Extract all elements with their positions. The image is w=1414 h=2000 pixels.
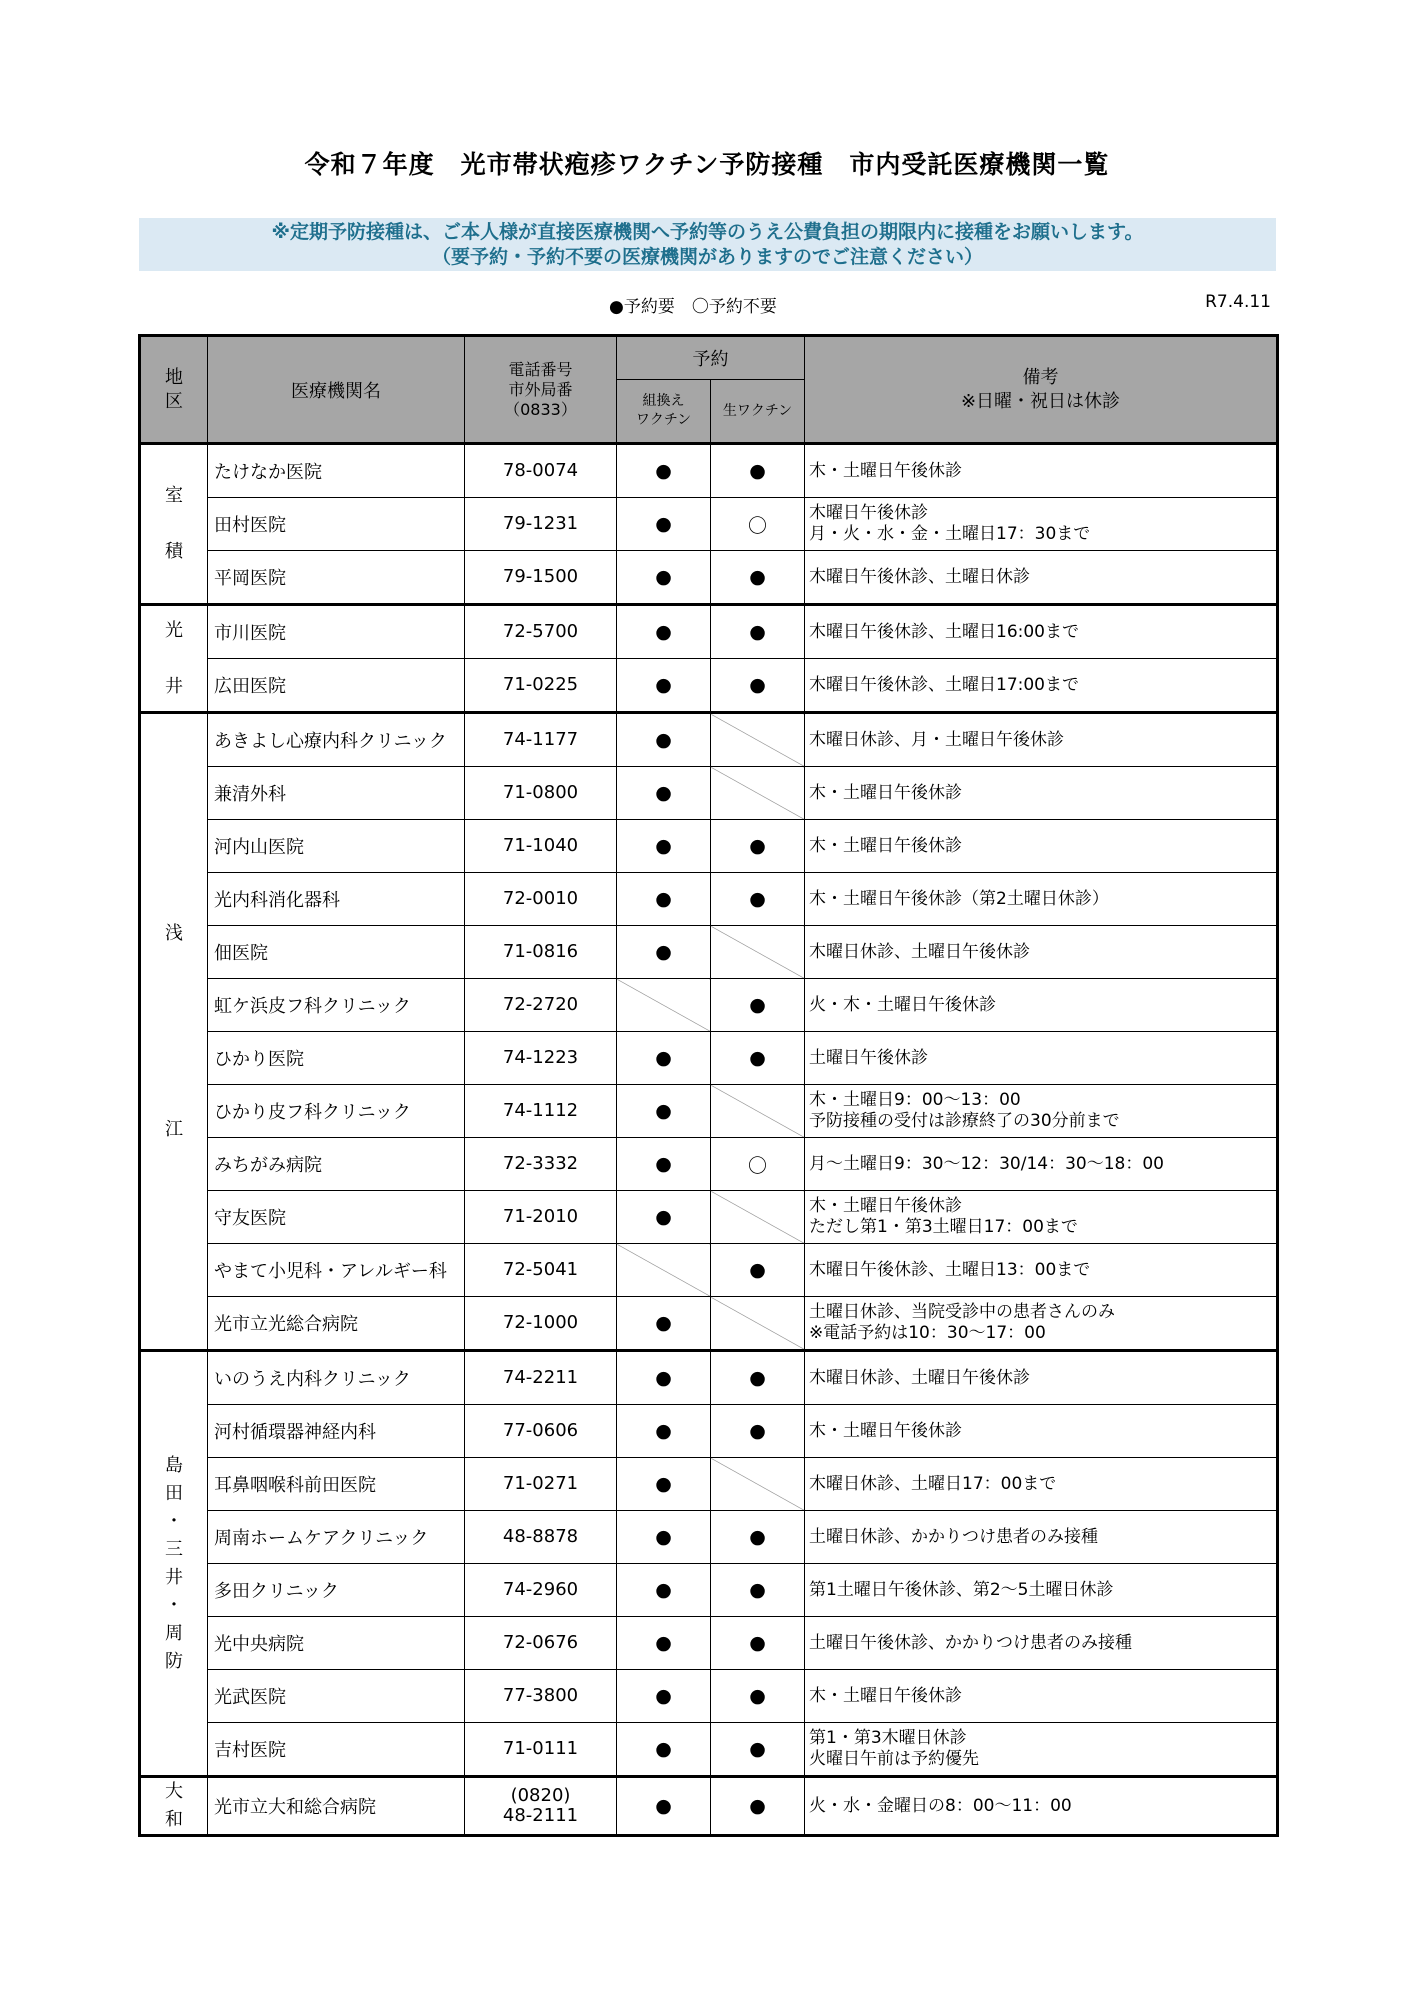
table-row <box>140 1670 1278 1723</box>
phone-number: 79-1500 <box>465 551 617 605</box>
remarks: 第1・第3木曜日休診 火曜日午前は予約優先 <box>805 1723 1278 1777</box>
remarks: 土曜日午後休診、かかりつけ患者のみ接種 <box>805 1617 1278 1670</box>
header-name: 医療機関名 <box>208 336 465 444</box>
remarks: 木・土曜日午後休診 <box>805 1670 1278 1723</box>
revision-date: R7.4.11 <box>1205 292 1271 312</box>
table-row <box>140 820 1278 873</box>
phone-number: 72-0676 <box>465 1617 617 1670</box>
clinic-name: いのうえ内科クリニック <box>208 1351 465 1405</box>
live-vaccine-mark: ● <box>711 979 805 1032</box>
table-row <box>140 1191 1278 1244</box>
clinic-name: 光内科消化器科 <box>208 873 465 926</box>
recombinant-vaccine-mark: ● <box>617 1351 711 1405</box>
live-vaccine-mark: ● <box>711 444 805 498</box>
table-row <box>140 1244 1278 1297</box>
remarks: 木曜日休診、土曜日午後休診 <box>805 926 1278 979</box>
table-row <box>140 1617 1278 1670</box>
clinic-name: 周南ホームケアクリニック <box>208 1511 465 1564</box>
header-recombinant: 組換え ワクチン <box>617 380 711 444</box>
remarks: 第1土曜日午後休診、第2～5土曜日休診 <box>805 1564 1278 1617</box>
remarks: 土曜日休診、当院受診中の患者さんのみ ※電話予約は10：30～17：00 <box>805 1297 1278 1351</box>
recombinant-vaccine-mark: ● <box>617 444 711 498</box>
header-area: 地区 <box>140 336 208 444</box>
clinic-name: 兼清外科 <box>208 767 465 820</box>
clinic-name: あきよし心療内科クリニック <box>208 713 465 767</box>
recombinant-vaccine-mark: ● <box>617 713 711 767</box>
table-row <box>140 1564 1278 1617</box>
clinic-name: やまて小児科・アレルギー科 <box>208 1244 465 1297</box>
table-row <box>140 1138 1278 1191</box>
recombinant-vaccine-mark: ● <box>617 873 711 926</box>
live-vaccine-mark: ● <box>711 820 805 873</box>
remarks: 木曜日休診、土曜日17：00まで <box>805 1458 1278 1511</box>
recombinant-vaccine-mark <box>617 1244 711 1297</box>
live-vaccine-mark: ● <box>711 1670 805 1723</box>
clinic-name: 光市立大和総合病院 <box>208 1777 465 1836</box>
table-row <box>140 1351 1278 1405</box>
recombinant-vaccine-mark <box>617 979 711 1032</box>
table-row <box>140 979 1278 1032</box>
phone-number: 71-0271 <box>465 1458 617 1511</box>
remarks: 木曜日休診、月・土曜日午後休診 <box>805 713 1278 767</box>
live-vaccine-mark: ● <box>711 1405 805 1458</box>
clinic-name: ひかり皮フ科クリニック <box>208 1085 465 1138</box>
phone-number: 71-0800 <box>465 767 617 820</box>
clinic-name: 吉村医院 <box>208 1723 465 1777</box>
remarks: 月～土曜日9：30～12：30/14：30～18：00 <box>805 1138 1278 1191</box>
clinic-name: 河村循環器神経内科 <box>208 1405 465 1458</box>
clinic-name: 光中央病院 <box>208 1617 465 1670</box>
phone-number: 77-0606 <box>465 1405 617 1458</box>
clinic-name: 光武医院 <box>208 1670 465 1723</box>
phone-number: 72-0010 <box>465 873 617 926</box>
remarks: 火・木・土曜日午後休診 <box>805 979 1278 1032</box>
table-row <box>140 659 1278 713</box>
table-row <box>140 1511 1278 1564</box>
live-vaccine-mark: ● <box>711 551 805 605</box>
clinic-name: 虹ケ浜皮フ科クリニック <box>208 979 465 1032</box>
page-title: 令和７年度 光市帯状疱疹ワクチン予防接種 市内受託医療機関一覧 <box>304 150 1110 179</box>
clinic-name: 市川医院 <box>208 605 465 659</box>
table-row <box>140 551 1278 605</box>
table-row <box>140 1405 1278 1458</box>
recombinant-vaccine-mark: ● <box>617 1085 711 1138</box>
table-row <box>140 767 1278 820</box>
recombinant-vaccine-mark: ● <box>617 1617 711 1670</box>
live-vaccine-mark: 〇 <box>711 498 805 551</box>
remarks: 木曜日休診、土曜日午後休診 <box>805 1351 1278 1405</box>
clinic-name: 耳鼻咽喉科前田医院 <box>208 1458 465 1511</box>
area-cell: 島 田 ・ 三 井 ・ 周 防 <box>140 1351 208 1777</box>
live-vaccine-mark: ● <box>711 1511 805 1564</box>
header-reservation: 予約 <box>617 336 805 380</box>
live-vaccine-mark: ● <box>711 1244 805 1297</box>
table-row <box>140 1032 1278 1085</box>
clinic-name: ひかり医院 <box>208 1032 465 1085</box>
phone-number: 74-1112 <box>465 1085 617 1138</box>
phone-number: 78-0074 <box>465 444 617 498</box>
recombinant-vaccine-mark: ● <box>617 926 711 979</box>
notice-banner <box>139 218 1276 271</box>
phone-number: 74-1177 <box>465 713 617 767</box>
area-cell: 光 井 <box>140 605 208 713</box>
phone-number: 72-5700 <box>465 605 617 659</box>
remarks: 木曜日午後休診 月・火・水・金・土曜日17：30まで <box>805 498 1278 551</box>
table-body <box>140 444 1278 1836</box>
phone-number: 71-0816 <box>465 926 617 979</box>
clinic-name: 佃医院 <box>208 926 465 979</box>
area-cell: 大 和 <box>140 1777 208 1836</box>
clinic-name: 田村医院 <box>208 498 465 551</box>
live-vaccine-mark <box>711 713 805 767</box>
recombinant-vaccine-mark: ● <box>617 820 711 873</box>
remarks: 木曜日午後休診、土曜日13：00まで <box>805 1244 1278 1297</box>
live-vaccine-mark: ● <box>711 605 805 659</box>
clinic-name: 河内山医院 <box>208 820 465 873</box>
clinic-name: 守友医院 <box>208 1191 465 1244</box>
live-vaccine-mark: 〇 <box>711 1138 805 1191</box>
clinic-name: 平岡医院 <box>208 551 465 605</box>
table-row <box>140 1085 1278 1138</box>
table-row <box>140 713 1278 767</box>
phone-number: 72-3332 <box>465 1138 617 1191</box>
phone-number: 72-5041 <box>465 1244 617 1297</box>
live-vaccine-mark <box>711 1458 805 1511</box>
remarks: 土曜日休診、かかりつけ患者のみ接種 <box>805 1511 1278 1564</box>
live-vaccine-mark: ● <box>711 1564 805 1617</box>
table-row <box>140 498 1278 551</box>
phone-number: 71-2010 <box>465 1191 617 1244</box>
remarks: 木・土曜日午後休診 <box>805 1405 1278 1458</box>
clinic-name: 広田医院 <box>208 659 465 713</box>
remarks: 木曜日午後休診、土曜日16:00まで <box>805 605 1278 659</box>
recombinant-vaccine-mark: ● <box>617 1405 711 1458</box>
recombinant-vaccine-mark: ● <box>617 1032 711 1085</box>
table-row <box>140 873 1278 926</box>
recombinant-vaccine-mark: ● <box>617 659 711 713</box>
phone-number: 74-1223 <box>465 1032 617 1085</box>
table-row <box>140 1458 1278 1511</box>
phone-number: 72-1000 <box>465 1297 617 1351</box>
clinic-table <box>138 334 1279 1837</box>
phone-number: 74-2960 <box>465 1564 617 1617</box>
live-vaccine-mark <box>711 767 805 820</box>
live-vaccine-mark <box>711 1191 805 1244</box>
recombinant-vaccine-mark: ● <box>617 605 711 659</box>
phone-number: 77-3800 <box>465 1670 617 1723</box>
header-note: 備考 ※日曜・祝日は休診 <box>805 336 1278 444</box>
area-cell: 室 積 <box>140 444 208 605</box>
table-row <box>140 605 1278 659</box>
remarks: 木・土曜日午後休診（第2土曜日休診） <box>805 873 1278 926</box>
notice-line-2: （要予約・予約不要の医療機関がありますのでご注意ください） <box>431 246 983 268</box>
table-row <box>140 444 1278 498</box>
live-vaccine-mark: ● <box>711 659 805 713</box>
recombinant-vaccine-mark: ● <box>617 1297 711 1351</box>
live-vaccine-mark: ● <box>711 1617 805 1670</box>
recombinant-vaccine-mark: ● <box>617 551 711 605</box>
phone-number: 71-0225 <box>465 659 617 713</box>
live-vaccine-mark: ● <box>711 873 805 926</box>
area-cell: 浅 江 <box>140 713 208 1351</box>
phone-number: (0820) 48-2111 <box>465 1777 617 1836</box>
recombinant-vaccine-mark: ● <box>617 1723 711 1777</box>
live-vaccine-mark <box>711 1085 805 1138</box>
recombinant-vaccine-mark: ● <box>617 1777 711 1836</box>
phone-number: 72-2720 <box>465 979 617 1032</box>
table-row <box>140 1777 1278 1836</box>
remarks: 木・土曜日午後休診 ただし第1・第3土曜日17：00まで <box>805 1191 1278 1244</box>
phone-number: 48-8878 <box>465 1511 617 1564</box>
notice-line-1: ※定期予防接種は、ご本人様が直接医療機関へ予約等のうえ公費負担の期限内に接種をお願いします。 <box>271 221 1144 243</box>
remarks: 火・水・金曜日の8：00～11：00 <box>805 1777 1278 1836</box>
legend: ●予約要 〇予約不要 <box>609 297 777 317</box>
clinic-name: 光市立光総合病院 <box>208 1297 465 1351</box>
clinic-name: たけなか医院 <box>208 444 465 498</box>
header-tel: 電話番号 市外局番 （0833） <box>465 336 617 444</box>
table-row <box>140 1723 1278 1777</box>
recombinant-vaccine-mark: ● <box>617 1138 711 1191</box>
remarks: 木・土曜日午後休診 <box>805 767 1278 820</box>
remarks: 木曜日午後休診、土曜日休診 <box>805 551 1278 605</box>
recombinant-vaccine-mark: ● <box>617 1670 711 1723</box>
remarks: 木・土曜日午後休診 <box>805 820 1278 873</box>
recombinant-vaccine-mark: ● <box>617 767 711 820</box>
recombinant-vaccine-mark: ● <box>617 1511 711 1564</box>
clinic-name: 多田クリニック <box>208 1564 465 1617</box>
recombinant-vaccine-mark: ● <box>617 498 711 551</box>
remarks: 木・土曜日午後休診 <box>805 444 1278 498</box>
clinic-name: みちがみ病院 <box>208 1138 465 1191</box>
header-live: 生ワクチン <box>711 380 805 444</box>
remarks: 土曜日午後休診 <box>805 1032 1278 1085</box>
remarks: 木・土曜日9：00～13：00 予防接種の受付は診療終了の30分前まで <box>805 1085 1278 1138</box>
table-row <box>140 926 1278 979</box>
live-vaccine-mark: ● <box>711 1777 805 1836</box>
remarks: 木曜日午後休診、土曜日17:00まで <box>805 659 1278 713</box>
phone-number: 71-1040 <box>465 820 617 873</box>
live-vaccine-mark: ● <box>711 1351 805 1405</box>
recombinant-vaccine-mark: ● <box>617 1564 711 1617</box>
phone-number: 71-0111 <box>465 1723 617 1777</box>
live-vaccine-mark <box>711 926 805 979</box>
live-vaccine-mark: ● <box>711 1723 805 1777</box>
phone-number: 74-2211 <box>465 1351 617 1405</box>
phone-number: 79-1231 <box>465 498 617 551</box>
live-vaccine-mark <box>711 1297 805 1351</box>
recombinant-vaccine-mark: ● <box>617 1458 711 1511</box>
table-row <box>140 1297 1278 1351</box>
live-vaccine-mark: ● <box>711 1032 805 1085</box>
recombinant-vaccine-mark: ● <box>617 1191 711 1244</box>
